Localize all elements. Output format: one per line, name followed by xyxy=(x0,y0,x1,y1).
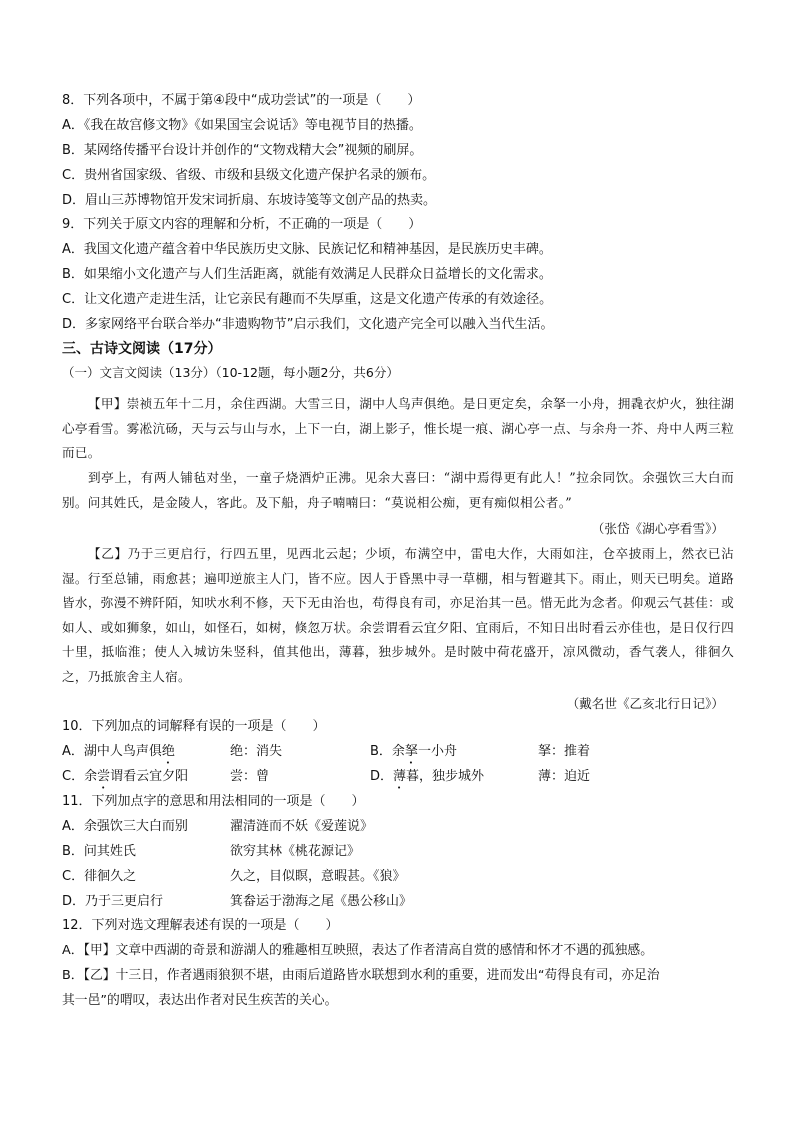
q12-option-a: A．【甲】文章中西湖的奇景和游湖人的雅趣相互映照，表达了作者清高自赏的感情和怀才不遇的孤独感。 xyxy=(62,943,654,958)
section-subheading: （一）文言文阅读（13分）（10-12题，每小题2分，共6分） xyxy=(62,365,399,380)
q12-option-b-cont: 其一邑”的喟叹，表达出作者对民生疾苦的关心。 xyxy=(62,993,338,1008)
q12-option-b: B．【乙】十三日，作者遇雨狼狈不堪，由雨后道路皆水联想到水利的重要，进而发出“苟得良有司，亦足治 xyxy=(62,968,660,983)
q8-option-d: D．眉山三苏博物馆开发宋词折扇、东坡诗笺等文创产品的热卖。 xyxy=(62,193,437,208)
q11-option-c-ref: 久之，目似瞑，意暇甚。《狼》 xyxy=(230,869,406,884)
passage-yi-citation: （戴名世《乙亥北行日记》） xyxy=(566,696,724,711)
q11-option-d: D．乃于三更启行 xyxy=(62,894,164,909)
q10-option-b: B．余拏一小舟 xyxy=(370,744,457,759)
passage-yi-p1: 【乙】乃于三更启行，行四五里，见西北云起；少顷，布满空中，雷电大作，大雨如注，仓卒披雨上，然衣已沾湿。行至总铺，雨愈甚；遍叩逆旅主人门，皆不应。因人于昏黑中寻一草棚，相与暂避其下。雨止，则天已明矣。道路皆水，弥漫不辨阡陌，知吠水利不修，天下无由治也，苟得良有司，亦足治其一邑。惜无此为念者。仰观云气甚佳：或如人、或如狮象，如山，如怪石，如树，倏忽万状。余尝谓看云宜夕阳、宜雨后，不知日出时看云亦佳也，是日仅行四十里，抵临淮；使人入城访朱竖科，值其他出，薄暮，独步城外。是时陂中荷花盛开，凉风微动，香气袭人，徘徊久之，乃抵旅舍主人宿。 xyxy=(62,546,734,684)
q11-option-a: A．余强饮三大白而别 xyxy=(62,819,188,834)
q11-option-c: C．徘徊久之 xyxy=(62,869,137,884)
q9-option-c: C．让文化遗产走进生活，让它亲民有趣而不失厚重，这是文化遗产传承的有效途径。 xyxy=(62,292,553,307)
q10-option-d-gloss: 薄：迫近 xyxy=(538,769,591,784)
passage-jia-citation: （张岱《湖心亭看雪》） xyxy=(591,521,724,536)
q11-option-b-ref: 欲穷其林《桃花源记》 xyxy=(230,844,361,859)
q11-option-a-ref: 濯清涟而不妖《爱莲说》 xyxy=(230,819,374,834)
q10-option-c: C．余尝谓看云宜夕阳 xyxy=(62,769,189,784)
q10-option-a-gloss: 绝：消失 xyxy=(230,744,283,759)
q10-stem: 10．下列加点的词解释有误的一项是（ ） xyxy=(62,719,326,734)
q11-stem: 11．下列加点字的意思和用法相同的一项是（ ） xyxy=(62,794,365,809)
q8-option-c: C．贵州省国家级、省级、市级和县级文化遗产保护名录的颁布。 xyxy=(62,168,436,183)
q9-option-d: D．多家网络平台联合举办“非遗购物节”启示我们，文化遗产完全可以融入当代生活。 xyxy=(62,317,554,332)
q10-option-d: D．薄暮，独步城外 xyxy=(370,769,485,784)
passage-jia-p2: 到亭上，有两人铺毡对坐，一童子烧酒炉正沸。见余大喜曰：“湖中焉得更有此人！”拉余同饮。余强饮三大白而别。问其姓氏，是金陵人，客此。及下船，舟子喃喃曰：“莫说相公痴，更有痴似相公者。” xyxy=(62,470,734,510)
q10-option-c-gloss: 尝：曾 xyxy=(230,769,270,784)
q9-option-a: A．我国文化遗产蕴含着中华民族历史文脉、民族记忆和精神基因，是民族历史丰碑。 xyxy=(62,242,552,257)
q12-stem: 12．下列对选文理解表述有误的一项是（ ） xyxy=(62,918,339,933)
q10-option-b-gloss: 拏：推着 xyxy=(538,744,591,759)
q8-stem: 8．下列各项中，不属于第④段中“成功尝试”的一项是（ ） xyxy=(62,93,421,108)
q8-option-b: B．某网络传播平台设计并创作的“文物戏精大会”视频的刷屏。 xyxy=(62,143,423,158)
q10-option-a: A．湖中人鸟声俱绝 xyxy=(62,744,175,759)
q9-stem: 9．下列关于原文内容的理解和分析，不正确的一项是（ ） xyxy=(62,217,422,232)
q11-option-d-ref: 箕畚运于渤海之尾《愚公移山》 xyxy=(230,894,413,909)
section-heading: 三、古诗文阅读（17分） xyxy=(62,341,222,357)
q8-option-a: A．《我在故宫修文物》《如果国宝会说话》等电视节目的热播。 xyxy=(62,118,422,133)
q9-option-b: B．如果缩小文化遗产与人们生活距离，就能有效满足人民群众日益增长的文化需求。 xyxy=(62,267,552,282)
passage-jia-p1: 【甲】崇祯五年十二月，余住西湖。大雪三日，湖中人鸟声俱绝。是日更定矣，余拏一小舟，拥毳衣炉火，独往湖心亭看雪。雾凇沆砀，天与云与山与水，上下一白，湖上影子，惟长堤一痕、湖心亭一点、与余舟一芥、舟中人两三粒而已。 xyxy=(62,396,734,460)
q11-option-b: B．问其姓氏 xyxy=(62,844,136,859)
